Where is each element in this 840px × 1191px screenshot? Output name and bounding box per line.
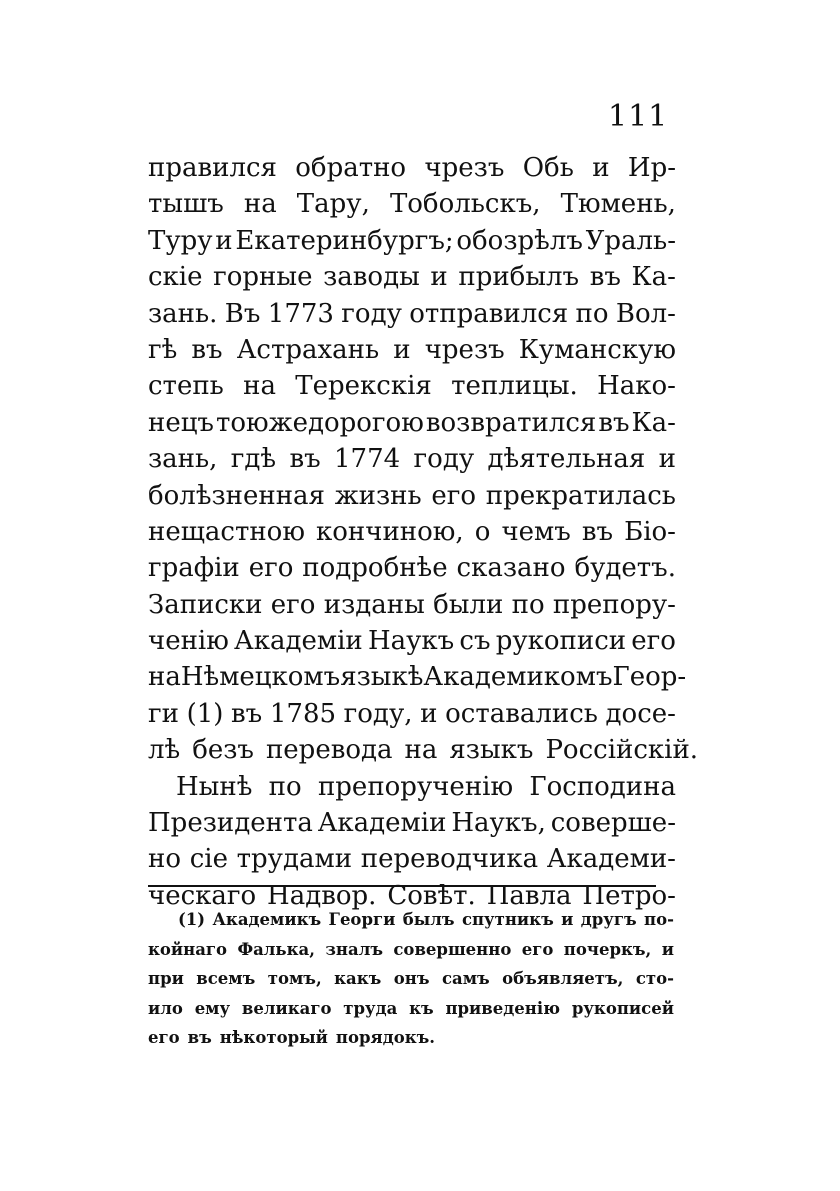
body-text-word: нецъ — [148, 407, 214, 438]
body-text-word: правился — [148, 153, 277, 183]
body-text-word: и — [592, 153, 610, 183]
body-text-line — [148, 659, 687, 695]
footnote-text-word: совершенно — [393, 939, 512, 959]
footnote-text-word: другъ — [580, 910, 637, 929]
body-text-word: Совѣт. — [387, 880, 476, 911]
body-text-word: обозрѣлъ — [456, 225, 583, 256]
footnote-text-word: въ — [187, 1028, 212, 1047]
body-text-word: скіе — [148, 262, 203, 293]
body-text-word: Ка- — [631, 407, 676, 438]
body-text-word: Тюмень, — [560, 189, 676, 220]
body-text-word: Екатеринбургъ; — [235, 225, 454, 256]
body-text-line — [148, 550, 676, 586]
body-text-line — [148, 587, 676, 623]
body-text-word: въ — [231, 698, 263, 729]
body-text-word: кончиною, — [316, 516, 464, 547]
body-text-word: ги — [148, 698, 179, 729]
body-text-word: Геор- — [612, 662, 687, 693]
footnote-text-word: къ — [409, 998, 434, 1018]
body-text-word: гдѣ — [230, 444, 277, 475]
body-text-word: Нако- — [597, 371, 676, 402]
footnote-text-word: нѣкоторый — [219, 1028, 328, 1047]
body-text-word: зань. — [148, 298, 218, 329]
body-text-word: чрезъ — [424, 334, 505, 365]
footnote-text-word: Фалька, — [237, 939, 315, 959]
body-text-word: на — [243, 371, 276, 402]
body-text-word: гѣ — [148, 334, 178, 365]
body-text-line — [148, 514, 676, 550]
body-text-word: оставались — [445, 698, 598, 729]
body-text-word: и — [393, 334, 411, 365]
body-text-word: болѣзненная — [148, 480, 325, 511]
footnote-text-word: порядокъ. — [335, 1028, 436, 1047]
body-text-word: и — [215, 225, 233, 256]
footnote-text-word: объявляетъ, — [502, 969, 624, 988]
footnote-text-word: зналъ — [325, 939, 383, 959]
body-text-word: препорученію — [317, 771, 514, 802]
footnote-text-word: онъ — [393, 969, 430, 988]
body-text-word: тышъ — [148, 189, 224, 220]
body-text-line — [148, 441, 676, 477]
footnote-text-word: самъ — [441, 969, 490, 988]
body-text-line — [148, 478, 676, 514]
body-text-line — [148, 296, 676, 332]
body-text-word: въ — [191, 334, 223, 365]
body-text-word: и — [420, 698, 438, 729]
body-text-word: его — [631, 626, 676, 657]
body-text-word: но — [148, 844, 181, 875]
body-text-word: на — [404, 735, 438, 766]
footnote-text-word: почеркъ, — [563, 939, 652, 959]
body-text-word: ченію — [148, 626, 229, 657]
body-text-word: Біо- — [624, 516, 676, 547]
body-text-word: Ка- — [631, 262, 676, 293]
body-text-word: языкѣ — [340, 662, 424, 693]
body-text-word: по — [268, 771, 302, 802]
footnote-text-word: Академикъ — [212, 910, 322, 929]
body-text-word: Ир- — [627, 153, 676, 183]
body-text-word: сказано — [456, 553, 566, 584]
body-text-word: его — [431, 480, 477, 511]
body-text-word: Господина — [529, 771, 676, 802]
footnote — [148, 905, 674, 1053]
body-text-word: и — [658, 444, 676, 475]
body-text-word: изданы — [323, 589, 425, 620]
footnote-text-word: рукописей — [571, 998, 674, 1018]
footnote-text-word: его — [148, 1028, 180, 1047]
body-text-word: переводчика — [360, 844, 539, 875]
body-text-word: Президента — [148, 808, 313, 839]
footnote-text-word: по- — [644, 910, 674, 929]
body-text-line — [148, 841, 676, 877]
body-text-word: досе- — [605, 698, 676, 729]
body-text-word: трудами — [236, 844, 353, 875]
footnote-divider — [148, 885, 656, 887]
footnote-text-word: при — [148, 969, 184, 988]
footnote-text-line — [148, 935, 674, 965]
footnote-text-word: всемъ — [196, 969, 256, 988]
body-text-word: году — [413, 444, 475, 475]
body-text-word: нещастною — [148, 516, 305, 547]
body-text-word: ческаго — [148, 880, 257, 911]
body-text-line — [148, 368, 676, 404]
body-text-word: Наукъ, — [451, 808, 546, 839]
body-text-word: Вол- — [615, 298, 676, 329]
body-text-line — [148, 623, 676, 659]
body-text-word: Терекскія — [295, 371, 432, 402]
body-text-word: съ — [459, 626, 491, 657]
footnote-text-word: труда — [343, 998, 398, 1018]
body-text-word: горные — [213, 262, 313, 293]
footnote-text-word: (1) — [178, 910, 206, 929]
body-text-line — [148, 405, 676, 441]
body-text-word: жизнь — [334, 480, 422, 511]
body-text-word: Ураль- — [585, 225, 676, 256]
footnote-text-line — [148, 964, 674, 994]
footnote-text-word: былъ — [402, 910, 455, 929]
body-text-word: подробнѣе — [302, 553, 448, 584]
body-text-word: по — [575, 298, 609, 329]
body-text-line — [148, 696, 676, 732]
body-text-word: Академіи — [317, 808, 447, 839]
body-text-word: Въ — [224, 298, 261, 329]
body-text-word: Куманскую — [518, 334, 676, 365]
body-text-word: Академи- — [546, 844, 676, 875]
footnote-text-word: его — [521, 939, 554, 959]
body-text-word: Тару, — [296, 189, 370, 220]
body-text-word: Наукъ — [367, 626, 455, 657]
body-text-word: прекратилась — [485, 480, 676, 511]
body-text-word: прибылъ — [458, 262, 580, 293]
body-text-word: Академіи — [234, 626, 363, 657]
body-text-word: въ — [598, 407, 630, 438]
body-text-word: на — [148, 662, 181, 693]
body-text-word: заводы — [323, 262, 420, 293]
footnote-text-word: приведенію — [445, 998, 561, 1018]
footnote-text-word: койнаго — [148, 939, 228, 959]
body-text-word: въ — [589, 262, 621, 293]
body-text-word: Академикомъ — [423, 662, 613, 693]
body-text-word: 1773 — [267, 298, 334, 329]
footnote-text-word: и — [661, 939, 674, 959]
body-text-line — [148, 769, 676, 805]
footnote-text-word: какъ — [334, 969, 382, 988]
body-text-word: Записки — [148, 589, 263, 620]
page-number: 111 — [608, 99, 669, 134]
body-text-word: году — [341, 298, 402, 329]
body-text-word: чемъ — [501, 516, 571, 547]
body-text-word: 1785 — [269, 698, 337, 729]
footnote-text-line — [148, 1023, 674, 1053]
body-text-word: Петро- — [582, 880, 676, 911]
body-text-word: его — [248, 553, 294, 584]
body-text-word: Павла — [486, 880, 572, 911]
body-text-line — [148, 259, 676, 295]
footnote-text-word: Георги — [328, 910, 396, 929]
body-text-word: его — [270, 589, 316, 620]
footnote-text-word: томъ, — [267, 969, 322, 988]
body-text-word: Надвор. — [267, 880, 377, 911]
body-text-word: безъ — [192, 735, 254, 766]
body-text-word: и — [430, 262, 448, 293]
body-text-word: Тобольскъ, — [389, 189, 541, 220]
body-text-word: въ — [581, 516, 614, 547]
footnote-text-word: спутникъ — [461, 910, 554, 929]
body-text-word: 1774 — [334, 444, 401, 475]
body-text-word: Астрахань — [236, 334, 380, 365]
body-text-line — [148, 805, 676, 841]
body-text-line — [148, 223, 676, 259]
footnote-text-word: сто- — [635, 969, 674, 988]
body-text-word: чрезъ — [424, 153, 505, 183]
body-text-word: о — [474, 516, 491, 547]
body-text-word: степь — [148, 371, 224, 402]
main-text — [148, 150, 699, 914]
body-text-word: отправился — [409, 298, 569, 329]
body-text-word: Обь — [522, 153, 574, 183]
body-text-word: сіе — [189, 844, 228, 875]
body-text-word: возвратился — [425, 407, 597, 438]
body-text-word: въ — [289, 444, 321, 475]
body-text-word: перевода — [265, 735, 393, 766]
body-text-word: Туру — [148, 225, 213, 256]
footnote-text-line — [148, 905, 674, 935]
body-text-word: по — [511, 589, 545, 620]
footnote-text-word: ило — [148, 998, 183, 1018]
body-text-word: языкъ — [449, 735, 534, 766]
body-text-word: Нынѣ — [176, 771, 253, 802]
body-text-line — [148, 332, 676, 368]
body-text-word: препору- — [552, 589, 676, 620]
body-text-word: лѣ — [148, 735, 181, 766]
body-text-word: обратно — [295, 153, 407, 183]
body-text-word: соверше- — [550, 808, 676, 839]
body-text-line — [148, 150, 676, 186]
body-text-word: теплицы. — [451, 371, 578, 402]
body-text-word: будетъ. — [574, 553, 676, 584]
body-text-line — [148, 186, 676, 222]
body-text-word: Россійскій. — [545, 735, 699, 766]
footnote-text-word: и — [561, 910, 574, 929]
body-text-word: были — [433, 589, 504, 620]
body-text-line — [148, 732, 699, 768]
body-text-word: дѣятельная — [487, 444, 646, 475]
body-text-word: году, — [343, 698, 413, 729]
body-text-word: зань, — [148, 444, 218, 475]
body-text-word: на — [243, 189, 277, 220]
body-text-word: Нѣмецкомъ — [180, 662, 341, 693]
footnote-text-line — [148, 994, 674, 1024]
footnote-text-word: ему — [194, 998, 231, 1018]
footnote-text-word: великаго — [241, 998, 332, 1018]
body-text-word: графіи — [148, 553, 240, 584]
body-text-word: тоюжедорогою — [216, 407, 424, 438]
body-text-word: (1) — [186, 698, 224, 729]
body-text-word: рукописи — [495, 626, 627, 657]
